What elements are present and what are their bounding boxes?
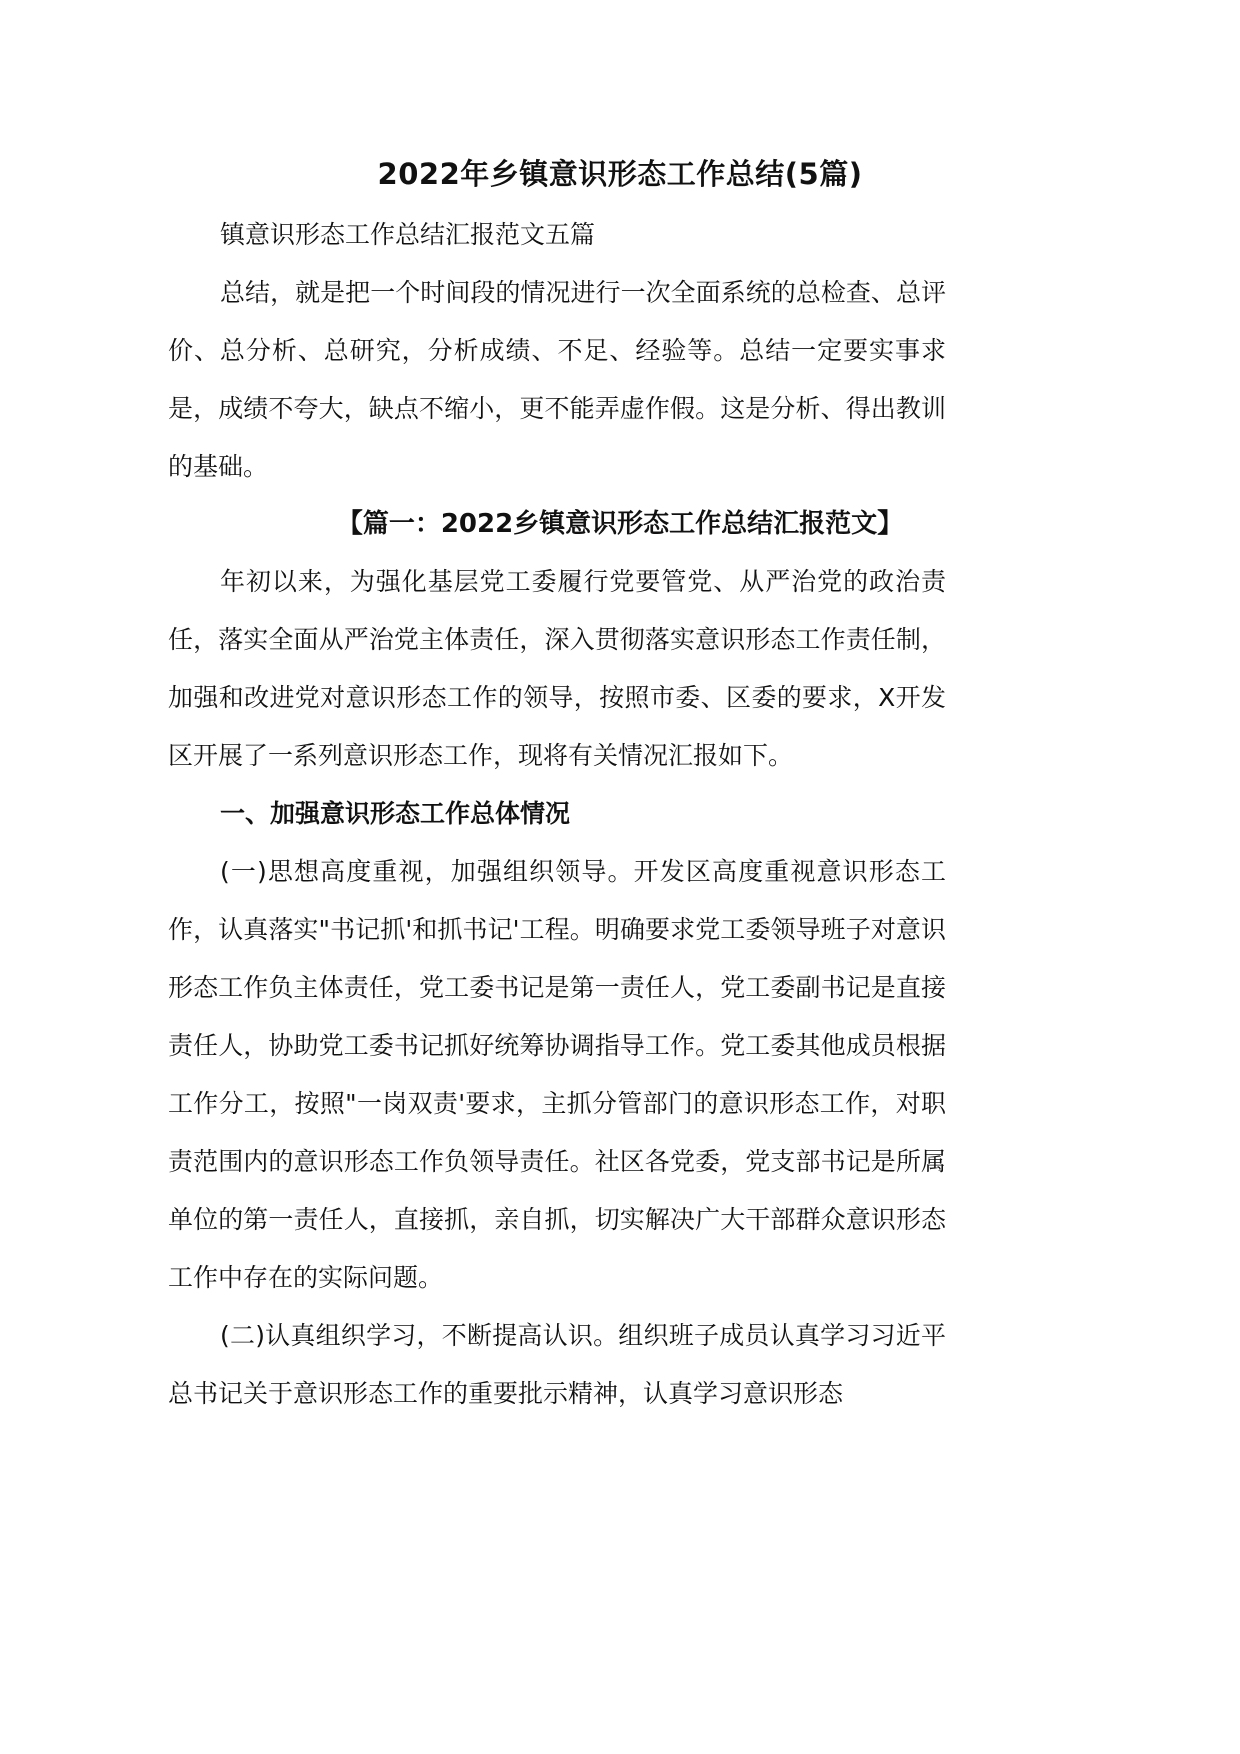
section-heading: 一、加强意识形态工作总体情况 [220,799,571,828]
item-1-paragraph: (一)思想高度重视，加强组织领导。开发区高度重视意识形态工作，认真落实"书记抓'和抓书记'工程。明确要求党工委领导班子对意识形态工作负主体责任，党工委书记是第一责任人，党工委副书记是直接责任人，协助党工委书记抓好统筹协调指导工作。党工委其他成员根据工作分工，按照"一岗双责'要求，主抓分管部门的意识形态工作，对职责范围内的意识形态工作负领导责任。社区各党委，党支部书记是所属单位的第一责任人，直接抓，亲自抓，切实解决广大干部群众意识形态工作中存在的实际问题。 [168,857,946,1292]
document-title: 2022年乡镇意识形态工作总结(5篇) [377,157,863,191]
chapter-heading: 【篇一：2022乡镇意识形态工作总结汇报范文】 [336,509,904,539]
item-2-paragraph: (二)认真组织学习，不断提高认识。组织班子成员认真学习习近平总书记关于意识形态工作的重要批示精神，认真学习意识形态 [168,1321,946,1408]
chapter-intro-paragraph: 年初以来，为强化基层党工委履行党要管党、从严治党的政治责任，落实全面从严治党主体责任，深入贯彻落实意识形态工作责任制，加强和改进党对意识形态工作的领导，按照市委、区委的要求，X开发区开展了一系列意识形态工作，现将有关情况汇报如下。 [168,567,946,770]
document-subtitle: 镇意识形态工作总结汇报范文五篇 [220,220,596,249]
intro-paragraph: 总结，就是把一个时间段的情况进行一次全面系统的总检查、总评价、总分析、总研究，分析成绩、不足、经验等。总结一定要实事求是，成绩不夸大，缺点不缩小，更不能弄虚作假。这是分析、得出教训的基础。 [168,278,946,481]
